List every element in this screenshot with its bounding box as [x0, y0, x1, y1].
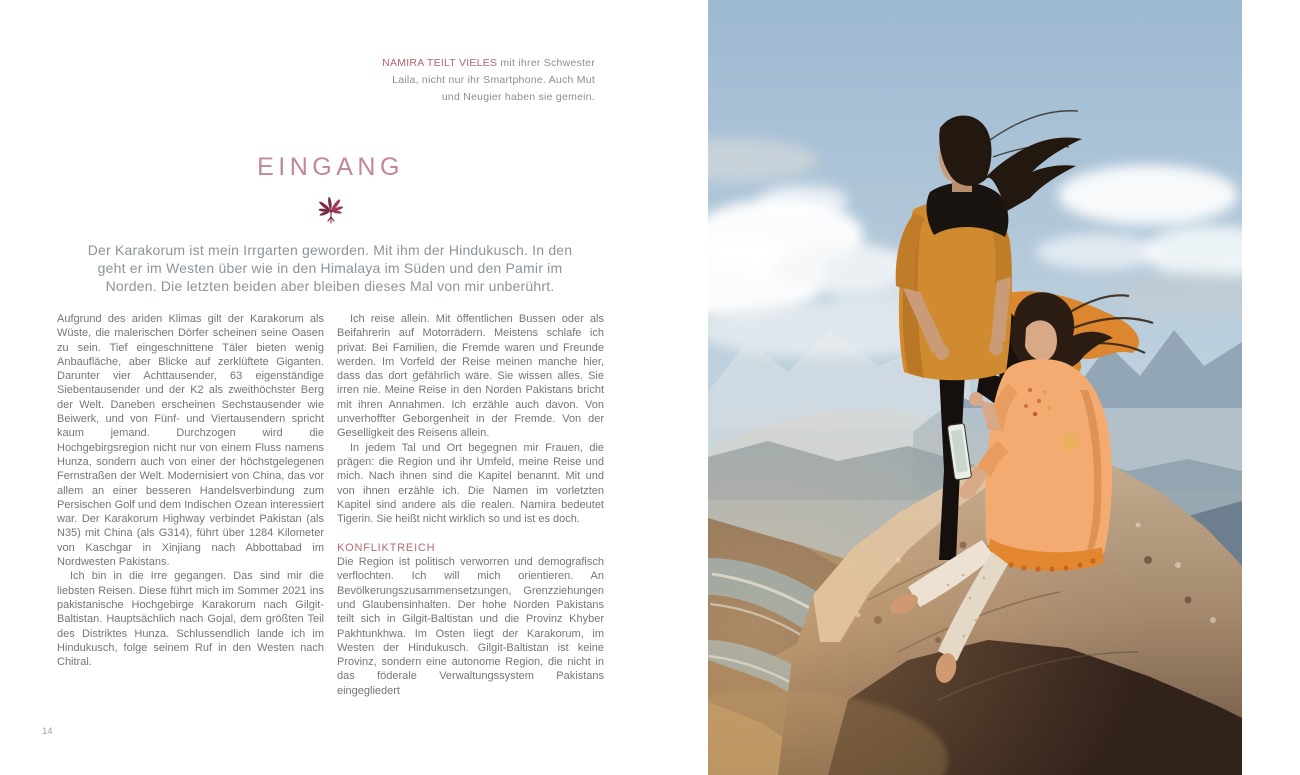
flower-sprig-ornament-icon	[57, 194, 604, 230]
caption-lead: NAMIRA TEILT VIELES	[382, 57, 498, 69]
child-face	[1025, 320, 1057, 360]
photo-girls-on-rock	[708, 0, 1242, 775]
paragraph: Ich bin in die Irre gegangen. Das sind mir die liebsten Reisen. Diese führt mich im Sommer 2021 ins pakistanische Hochgebirge Karakorum nach Gilgit-Baltistan. Hauptsächlich nach Gojal, dem größten Teil des Distriktes Hunza. Schlussendlich lande ich im Hindukusch, folge seinem Ruf in den Westen nach Chitral.	[57, 570, 324, 669]
paragraph: Die Region ist politisch verworren und demografisch verflochten. Ich will mich orientieren. An Bevölkerungszusammensetzungen, Grenzziehungen und Glaubensinhalten. Der hohe Norden Pakistans teilt sich in Gilgit-Baltistan und die Provinz Khyber Pakhtunkhwa. Im Osten liegt der Karakorum, im Westen der Hindukusch. Gilgit-Baltistan ist keine Provinz, sondern eine autonome Region, die nicht in das föderale Verwaltungssystem Pakistans eingegliedert	[337, 556, 604, 697]
paragraph: Ich reise allein. Mit öffentlichen Bussen oder als Beifahrerin auf Motorrädern. Meistens schlafe ich privat. Bei Familien, die Fremde waren und Freunde werden. Im Vorfeld der Reise meinen manche hier, dass das dort gefährlich wäre. Sie wissen alles. Sie irren nie. Meine Reise in den Norden Pakistans bricht mit ihren Annahmen. Ich erzähle auch davon. Von unverhoffter Geborgenheit in der Fremde. Von der Geselligkeit des Reisens allein.	[337, 313, 604, 440]
caption-text: mit ihrer Schwester Laila, nicht nur ihr Smartphone. Auch Mut und Neugier haben sie gemein.	[392, 57, 595, 103]
chapter-title: EINGANG	[257, 153, 404, 181]
intro-paragraph: Der Karakorum ist mein Irrgarten geworden. Mit ihm der Hindukusch. In den geht er im Westen über wie in den Himalaya im Süden und den Pamir im Norden. Die letzten beiden aber bleiben dieses Mal von mir unberührt.	[87, 242, 573, 295]
photo-illustration	[708, 0, 1242, 775]
page-number: 14	[42, 726, 53, 737]
column-right	[337, 312, 604, 698]
section-heading: KONFLIKTREICH	[337, 541, 436, 554]
paragraph: Aufgrund des ariden Klimas gilt der Karakorum als Wüste, die malerischen Dörfer scheinen seine Oasen zu sein. Tief eingeschnittene Täler bieten wenig Anbaufläche, aber Blicke auf zerklüftete Giganten. Darunter vier Achttausender, 63 eigenständige Siebentausender und der K2 als zweithöchster Berg der Welt. Daneben erscheinen Sechstausender wie Beiwerk, und von Fünf- und Viertausendern spricht kaum jemand. Durchzogen wird die Hochgebirgsregion nicht nur von einem Fluss namens Hunza, sondern auch von einer der höchstgelegenen Fernstraßen der Welt. Modernisiert von China, das vor allem an einer besseren Handelsverbindung zum Persischen Golf und dem Indischen Ozean interessiert war. Der Karakorum Highway verbindet Pakistan (als N35) mit China (als G314), führt über 1284 Kilometer von Kaschgar in Xinjiang nach Abbottabad im Nordwesten Pakistans.	[57, 313, 324, 569]
paragraph: In jedem Tal und Ort begegnen mir Frauen, die prägen: die Region und ihr Umfeld, meine Reise und mich. Nach ihnen sind die Kapitel benannt. Mit und von ihnen erzähle ich. Die Namen im vorletzten Kapitel sind andere als die realen. Namira bedeutet Tigerin. Sie heißt nicht wirklich so und ist es doch.	[337, 441, 604, 526]
article-columns	[57, 312, 604, 698]
column-left	[57, 312, 324, 698]
photo-caption	[380, 55, 595, 105]
